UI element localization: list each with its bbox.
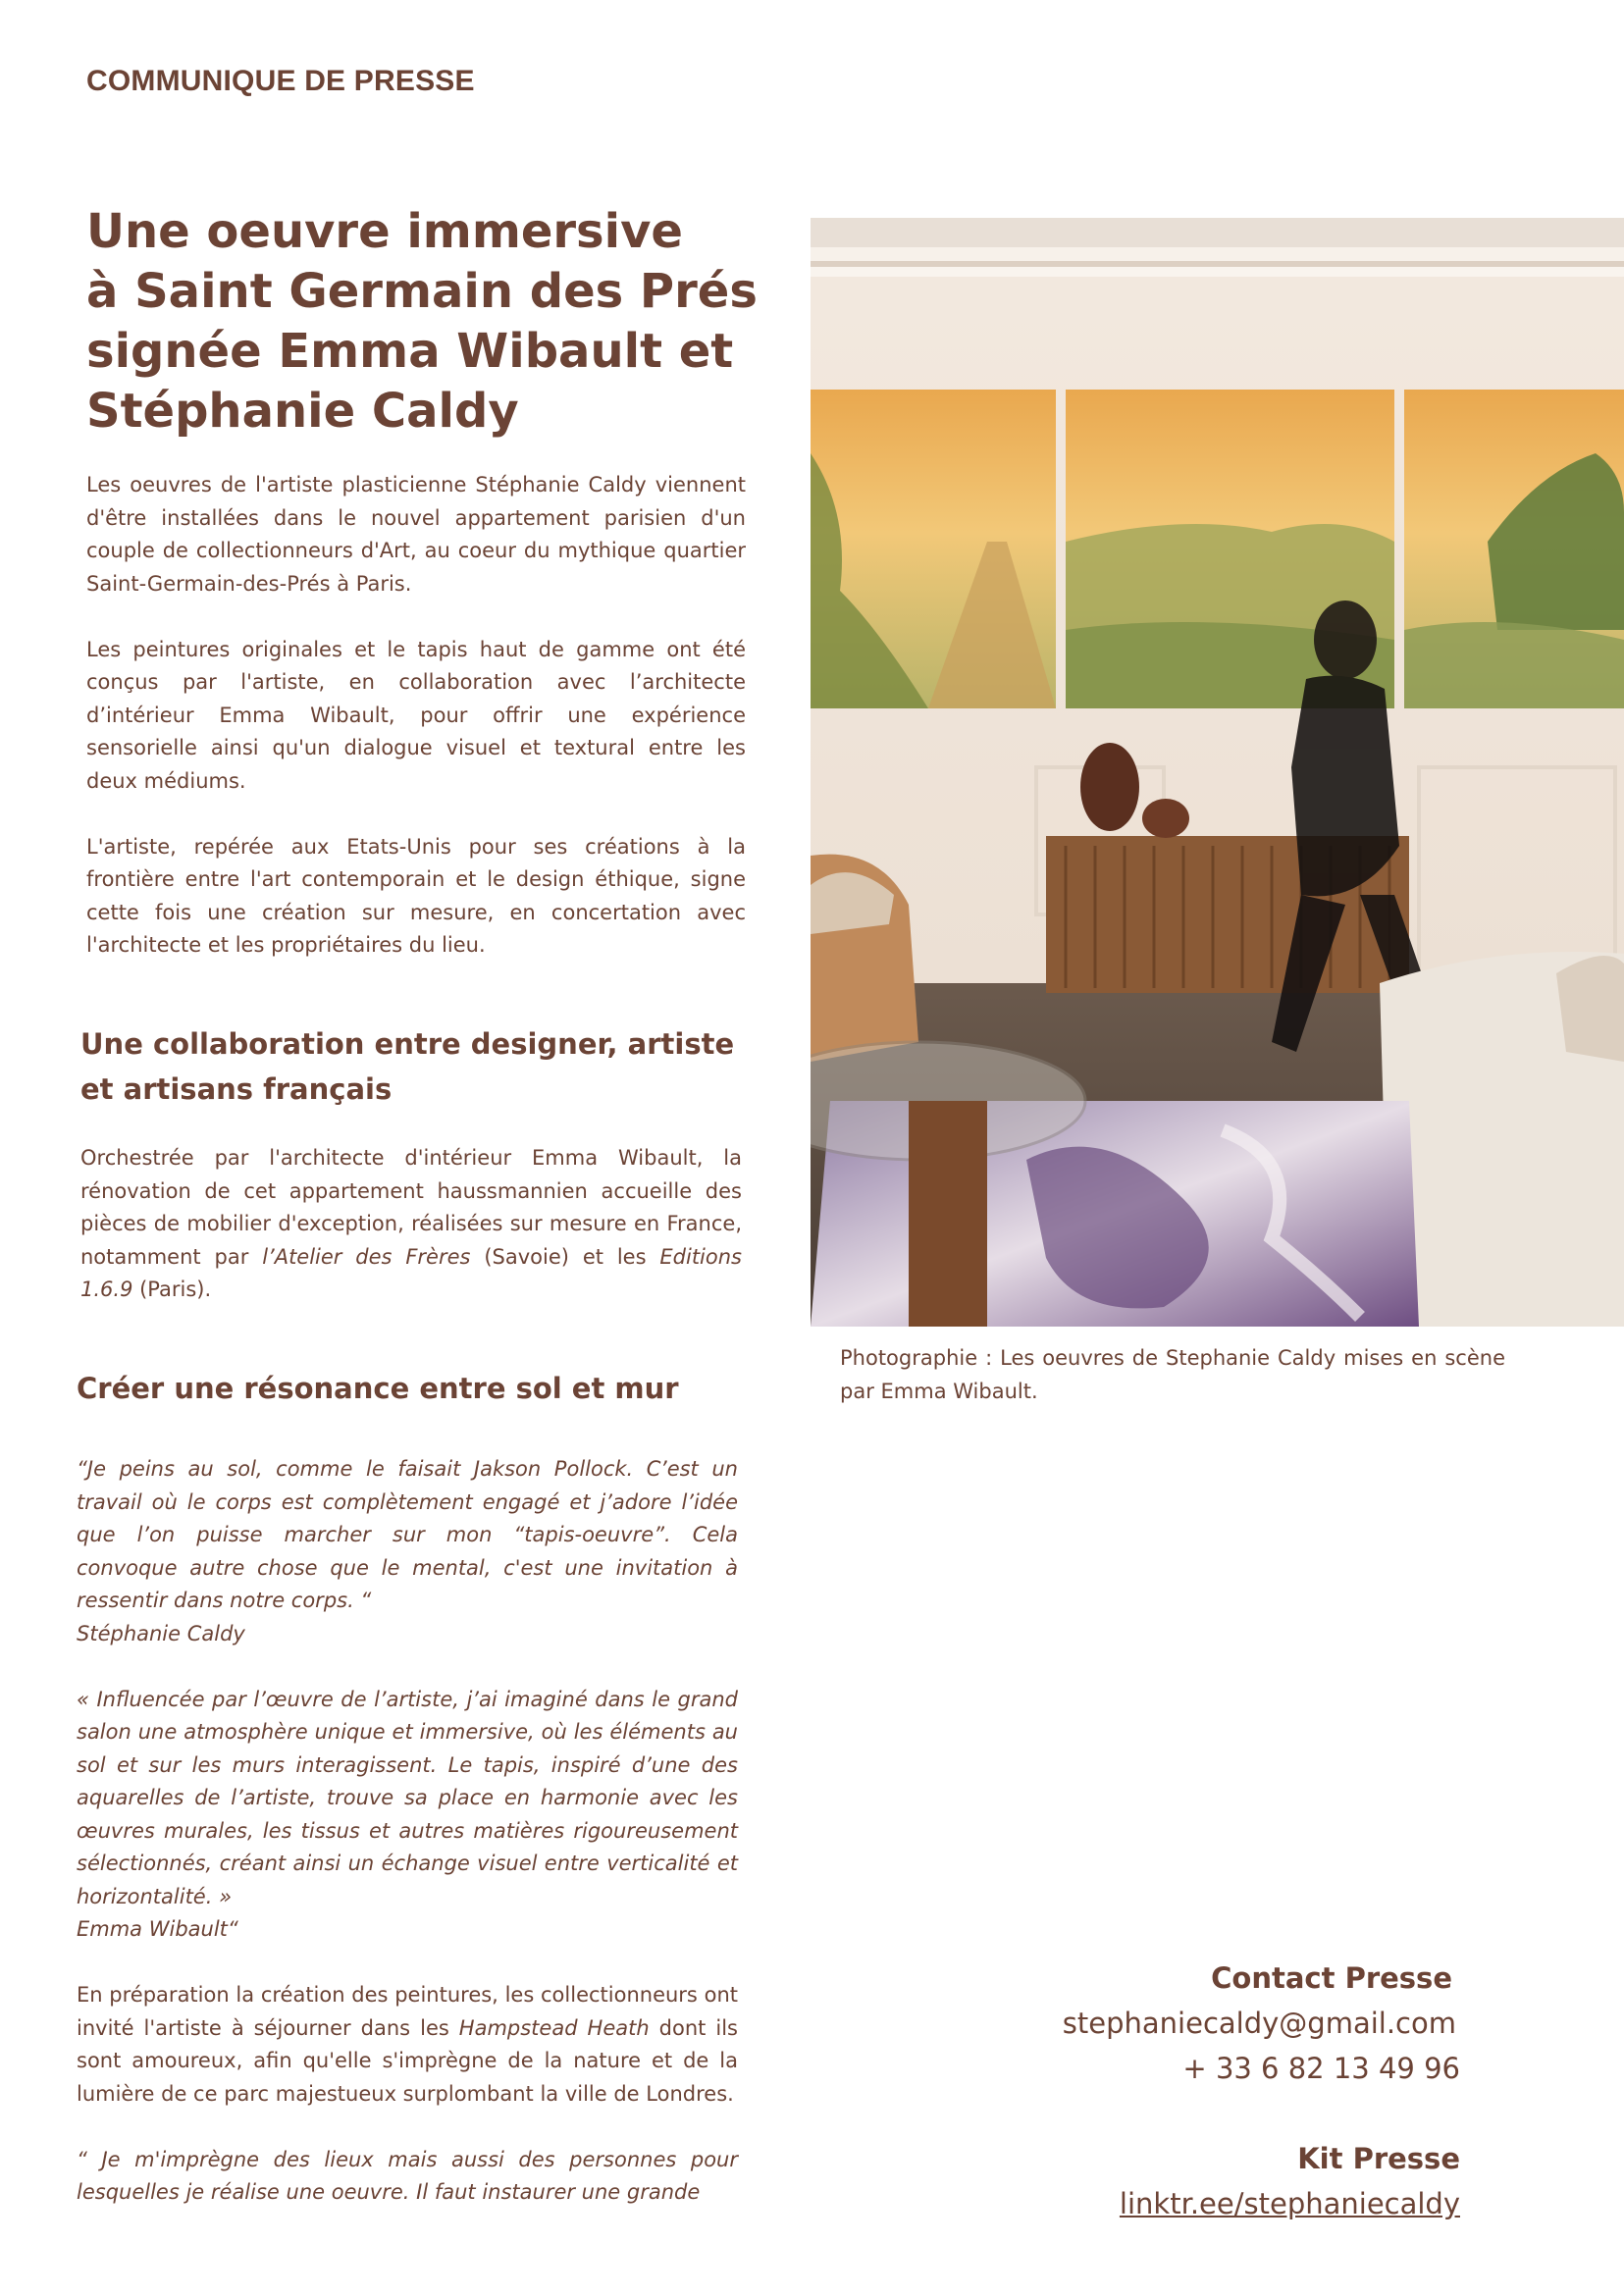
contact-heading: Contact Presse xyxy=(1211,1961,1452,1995)
architect-quote: « Influencée par l’œuvre de l’artiste, j’ai imaginé dans le grand salon une atmosphère unique et immersive, où les éléments au sol et sur les murs interagissent. Le tapis, inspiré d’une des aquarelles de l’artiste, trouve sa place en harmonie avec les œuvres murales, les tissus et autres matières rigoureusement sélectionnés, créant ainsi un échange visuel entre verticalité et horizontalité. » xyxy=(77,1687,738,1908)
artist-quote-continued: “ Je m'imprègne des lieux mais aussi des personnes pour lesquelles je réalise une oeuvre. Il faut instaurer une grande xyxy=(77,2147,738,2204)
page-title xyxy=(86,202,793,442)
title-line: Une oeuvre immersive xyxy=(86,204,683,259)
press-contact xyxy=(871,1956,1460,2226)
photo-caption: Photographie : Les oeuvres de Stephanie Caldy mises en scène par Emma Wibault. xyxy=(840,1346,1505,1403)
text-run: Orchestrée par l'architecte d'intérieur Emma Wibault, la rénovation de cet appartement haussmannien accueille des pièces de mobilier d'exception, réalisées sur mesure en France, notamment par xyxy=(80,1146,742,1269)
atelier-name: l’Atelier des Frères xyxy=(262,1244,471,1269)
title-line: à Saint Germain des Prés xyxy=(86,264,758,319)
press-kit-heading: Kit Presse xyxy=(1297,2142,1460,2175)
intro-paragraph: Les peintures originales et le tapis haut de gamme ont été conçus par l'artiste, en collaboration avec l’architecte d’intérieur Emma Wibault, pour offrir une expérience sensorielle ainsi qu'un dialogue visuel et textural entre les deux médiums. xyxy=(86,637,746,793)
artist-quote: “Je peins au sol, comme le faisait Jakson Pollock. C’est un travail où le corps est complètement engagé et j’adore l’idée que l’on puisse marcher sur mon “tapis-oeuvre”. Cela convoque autre chose que le mental, c'est une invitation à ressentir dans notre corps. “ xyxy=(77,1457,738,1612)
interior-photo xyxy=(811,218,1624,1327)
painting-right xyxy=(1404,390,1624,708)
quote-author: Stéphanie Caldy xyxy=(77,1621,245,1645)
press-release-label: COMMUNIQUE DE PRESSE xyxy=(86,65,475,97)
spacer xyxy=(871,2091,1460,2136)
text-run: (Savoie) et les xyxy=(470,1244,660,1269)
hampstead-name: Hampstead Heath xyxy=(458,2015,650,2040)
contact-email[interactable]: stephaniecaldy@gmail.com xyxy=(1062,2007,1456,2040)
collaboration-paragraph xyxy=(80,1142,742,1307)
editions-name: Editions 1.6.9 xyxy=(80,1244,742,1301)
title-line: signée Emma Wibault et xyxy=(86,324,734,379)
contact-phone[interactable]: + 33 6 82 13 49 96 xyxy=(1182,2052,1460,2085)
painting-left xyxy=(811,390,1056,708)
press-kit-link[interactable]: linktr.ee/stephaniecaldy xyxy=(1119,2187,1460,2220)
section-title-collaboration: Une collaboration entre designer, artiste et artisans français xyxy=(80,1027,735,1106)
quote-author: Emma Wibault“ xyxy=(77,1917,238,1941)
text-run: dont ils sont amoureux, afin qu'elle s'imprègne de la nature et de la lumière de ce parc majestueux surplombant la ville de Londres. xyxy=(77,2015,738,2106)
intro-paragraph: L'artiste, repérée aux Etats-Unis pour ses créations à la frontière entre l'art contemporain et le design éthique, signe cette fois une création sur mesure, en concertation avec l'architecte et les propriétaires du lieu. xyxy=(86,834,746,957)
hampstead-paragraph xyxy=(77,1979,738,2111)
section-title-resonance: Créer une résonance entre sol et mur xyxy=(77,1372,679,1405)
intro-text xyxy=(86,469,746,995)
intro-paragraph: Les oeuvres de l'artiste plasticienne Stéphanie Caldy viennent d'être installées dans le nouvel appartement parisien d'un couple de collectionneurs d'Art, au coeur du mythique quartier Saint-Germain-des-Prés à Paris. xyxy=(86,473,746,596)
text-run: (Paris). xyxy=(132,1278,212,1301)
text-run: En préparation la création des peintures, les collectionneurs ont invité l'artiste à séjourner dans les xyxy=(77,1983,738,2040)
quotes-block xyxy=(77,1453,738,2210)
interior-photo-illustration xyxy=(811,218,1624,1327)
title-line: Stéphanie Caldy xyxy=(86,384,519,439)
